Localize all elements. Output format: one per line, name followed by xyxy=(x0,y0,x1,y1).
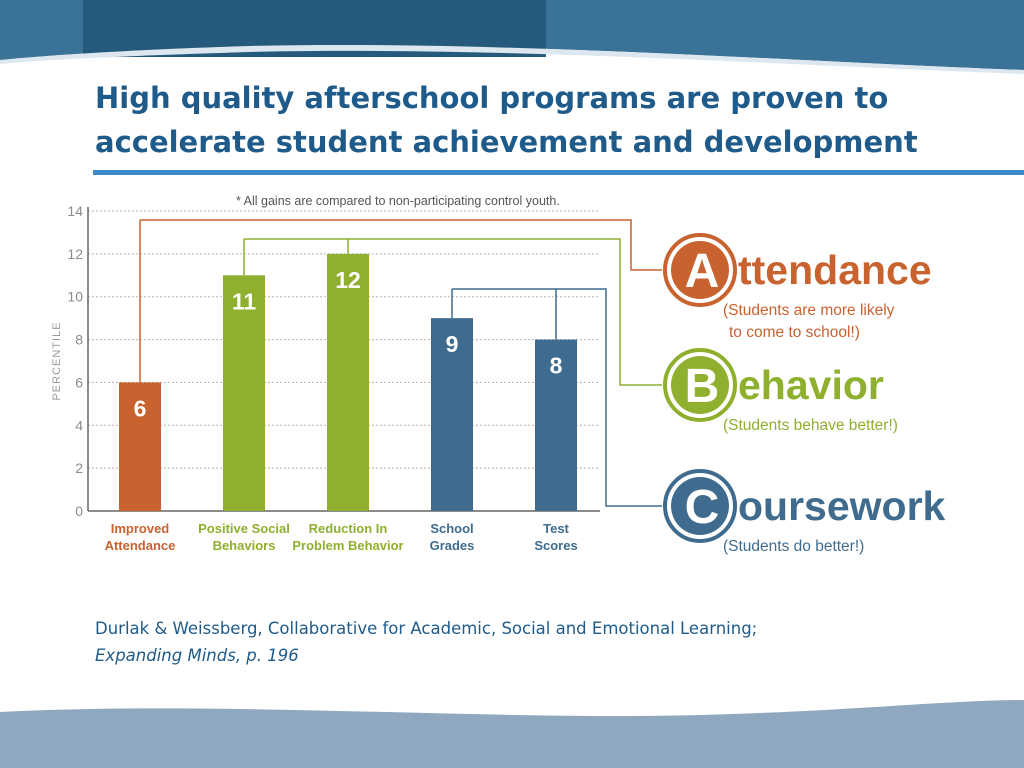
chart-note: * All gains are compared to non-participating control youth. xyxy=(236,194,560,208)
x-tick-label: Improved xyxy=(110,521,170,536)
y-tick-label: 2 xyxy=(75,460,83,477)
attendance-legend-title: ttendance xyxy=(738,247,932,293)
citation-book: Expanding Minds, p. 196 xyxy=(95,646,299,665)
y-tick-label: 4 xyxy=(75,417,83,434)
x-tick-label: Scores xyxy=(534,538,578,553)
attendance-connector xyxy=(140,220,662,382)
bar-chart xyxy=(40,188,1000,568)
y-tick-label: 14 xyxy=(67,203,83,219)
citation xyxy=(95,615,995,669)
x-tick-label: Problem Behavior xyxy=(292,538,404,553)
x-tick-label: Grades xyxy=(429,538,475,553)
y-tick-label: 0 xyxy=(75,503,83,519)
x-tick-label: Test xyxy=(543,521,569,536)
behavior-badge-letter: B xyxy=(684,360,720,413)
x-tick-label: Attendance xyxy=(104,538,176,553)
citation-source: Durlak & Weissberg, Collaborative for Academic, Social and Emotional Learning; xyxy=(95,619,758,638)
attendance-legend-desc: (Students are more likely xyxy=(723,302,895,319)
y-tick-label: 8 xyxy=(75,331,83,348)
attendance-badge-letter: A xyxy=(684,245,720,298)
slide-title-line-1: High quality afterschool programs are proven to xyxy=(95,81,889,115)
title-underline xyxy=(93,170,1024,175)
behavior-legend-title: ehavior xyxy=(738,362,884,408)
bar-value-label: 6 xyxy=(133,395,147,422)
slide-title-line-2: accelerate student achievement and development xyxy=(95,125,918,159)
x-tick-label: Behaviors xyxy=(212,538,276,553)
coursework-legend-title: oursework xyxy=(738,483,946,529)
y-axis-label: PERCENTILE xyxy=(51,321,63,401)
bar-value-label: 11 xyxy=(231,288,257,315)
bar-value-label: 8 xyxy=(549,352,563,379)
coursework-legend-desc: (Students do better!) xyxy=(723,538,865,555)
bar-value-label: 9 xyxy=(445,331,459,358)
y-tick-label: 10 xyxy=(67,288,83,305)
y-tick-label: 6 xyxy=(75,374,83,391)
attendance-legend-desc: to come to school!) xyxy=(729,324,860,341)
coursework-badge-letter: C xyxy=(684,481,720,534)
x-tick-label: School xyxy=(430,521,474,536)
bar-value-label: 12 xyxy=(335,266,361,293)
y-tick-label: 12 xyxy=(67,245,83,262)
x-tick-label: Reduction In xyxy=(308,521,388,536)
footer-band xyxy=(0,700,1024,768)
x-tick-label: Positive Social xyxy=(198,521,290,536)
behavior-legend-desc: (Students behave better!) xyxy=(723,417,898,434)
slide-title xyxy=(95,76,995,164)
